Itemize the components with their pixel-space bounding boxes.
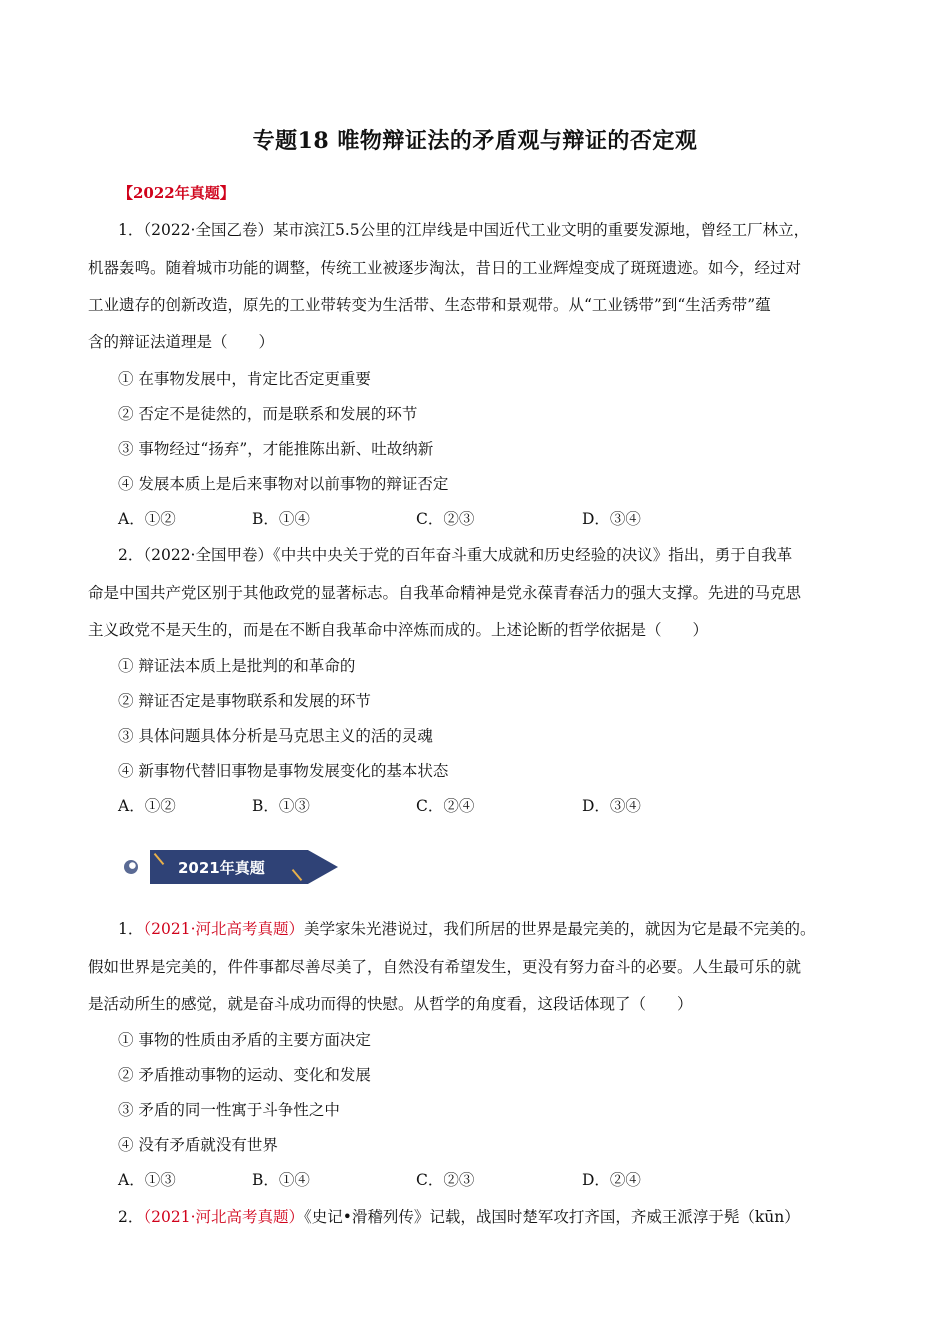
choice-a[interactable]: A．①②	[118, 510, 176, 528]
choice-d[interactable]: D．③④	[582, 797, 641, 815]
choice-a[interactable]: A．①③	[118, 1171, 176, 1189]
question-line: 命是中国共产党区别于其他政党的显著标志。自我革命精神是党永葆青春活力的强大支撑。先进的马克思	[88, 584, 802, 602]
choice-d[interactable]: D．③④	[582, 510, 641, 528]
option-item: ③ 矛盾的同一性寓于斗争性之中	[118, 1101, 340, 1119]
choice-c[interactable]: C．②③	[416, 1171, 475, 1189]
option-item: ② 矛盾推动事物的运动、变化和发展	[118, 1066, 371, 1084]
choice-c[interactable]: C．②④	[416, 797, 475, 815]
question-number: 2．	[118, 1208, 144, 1226]
section-banner-2021	[124, 850, 344, 884]
choice-d[interactable]: D．②④	[582, 1171, 641, 1189]
question-line: 工业遗存的创新改造，原先的工业带转变为生活带、生态带和景观带。从“工业锈带”到“生活秀带”蕴	[88, 296, 771, 314]
answer-choices	[118, 1168, 818, 1188]
question-line: 机器轰鸣。随着城市功能的调整，传统工业被逐步淘汰，昔日的工业辉煌变成了斑斑遗迹。如今，经过对	[88, 259, 802, 277]
answer-choices	[118, 507, 818, 527]
page-title: 专题18 唯物辩证法的矛盾观与辩证的否定观	[252, 128, 698, 154]
option-item: ① 辩证法本质上是批判的和革命的	[118, 657, 356, 675]
option-item: ④ 发展本质上是后来事物对以前事物的辩证否定	[118, 475, 449, 493]
question-line	[118, 1205, 908, 1227]
option-item: ③ 事物经过“扬弃”，才能推陈出新、吐故纳新	[118, 440, 434, 458]
question-number: 1．	[118, 920, 144, 938]
choice-a[interactable]: A．①②	[118, 797, 176, 815]
question-text: 《史记•滑稽列传》记载，战国时楚军攻打齐国，齐威王派淳于髡（kūn）	[304, 1208, 800, 1226]
choice-b[interactable]: B．①④	[252, 510, 310, 528]
option-item: ③ 具体问题具体分析是马克思主义的活的灵魂	[118, 727, 433, 745]
bullet-dot-icon	[124, 860, 138, 874]
option-item: ② 辩证否定是事物联系和发展的环节	[118, 692, 371, 710]
question-source: （2021·河北高考真题）	[143, 1208, 304, 1226]
question-line: 1．（2022·全国乙卷）某市滨江5.5公里的江岸线是中国近代工业文明的重要发源地，曾经工厂林立，	[118, 221, 810, 239]
question-line	[118, 917, 908, 939]
choice-c[interactable]: C．②③	[416, 510, 475, 528]
question-line: 主义政党不是天生的，而是在不断自我革命中淬炼而成的。上述论断的哲学依据是（ ）	[88, 621, 709, 639]
option-item: ④ 没有矛盾就没有世界	[118, 1136, 278, 1154]
question-line: 含的辩证法道理是（ ）	[88, 333, 275, 351]
question-line: 假如世界是完美的，件件事都尽善尽美了，自然没有希望发生，更没有努力奋斗的必要。人生最可乐的就	[88, 958, 802, 976]
option-item: ① 在事物发展中，肯定比否定更重要	[118, 370, 371, 388]
section-label-2021: 2021年真题	[178, 859, 265, 877]
question-line: 2．（2022·全国甲卷）《中共中央关于党的百年奋斗重大成就和历史经验的决议》指出，勇于自我革	[118, 546, 793, 564]
option-item: ① 事物的性质由矛盾的主要方面决定	[118, 1031, 371, 1049]
question-line: 是活动所生的感觉，就是奋斗成功而得的快慰。从哲学的角度看，这段话体现了（ ）	[88, 995, 693, 1013]
question-text: 美学家朱光港说过，我们所居的世界是最完美的，就因为它是最不完美的。	[304, 920, 816, 938]
option-item: ② 否定不是徒然的，而是联系和发展的环节	[118, 405, 418, 423]
option-item: ④ 新事物代替旧事物是事物发展变化的基本状态	[118, 762, 449, 780]
answer-choices	[118, 794, 818, 814]
choice-b[interactable]: B．①③	[252, 797, 310, 815]
choice-b[interactable]: B．①④	[252, 1171, 310, 1189]
question-source: （2021·河北高考真题）	[143, 920, 304, 938]
section-label-2022: 【2022年真题】	[118, 184, 235, 202]
